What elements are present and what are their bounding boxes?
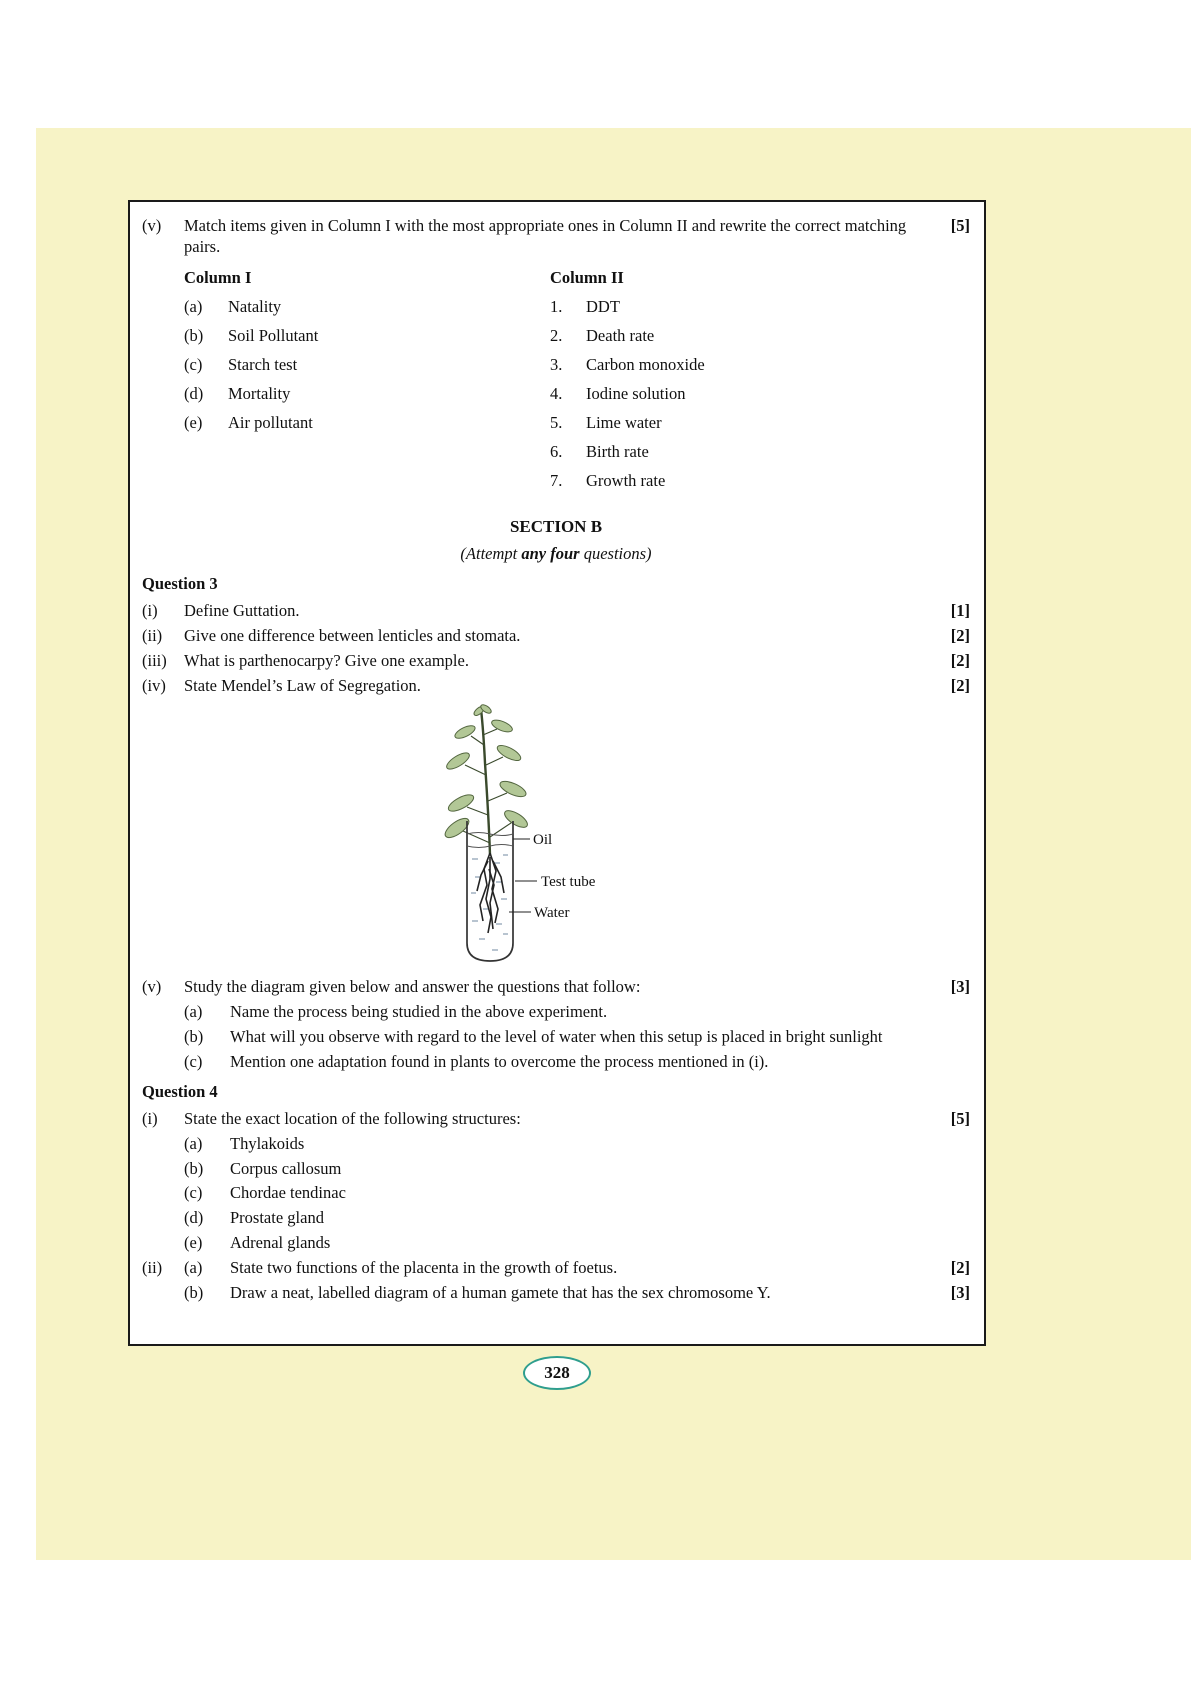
match-item-label: 7.: [550, 470, 563, 490]
question-marks: [5]: [950, 216, 970, 235]
question-text: Study the diagram given below and answer the questions that follow:: [184, 976, 641, 996]
match-item: [184, 326, 550, 347]
match-item: [184, 297, 550, 318]
question3-title: Question 3: [142, 574, 218, 594]
subitem-label: (a): [184, 1258, 203, 1278]
test-tube-label: Test tube: [541, 873, 596, 890]
match-item-text: DDT: [586, 296, 620, 316]
match-item: [550, 471, 970, 492]
question3-item-v: [142, 977, 970, 998]
question-marker: (ii): [142, 625, 163, 645]
match-item-label: 1.: [550, 296, 563, 316]
column2-header: Column II: [550, 267, 624, 287]
match-item-text: Starch test: [228, 354, 298, 374]
match-item-label: 2.: [550, 325, 563, 345]
question-marker: (iii): [142, 650, 167, 670]
question-marks: [5]: [950, 1108, 970, 1128]
match-item: [184, 355, 550, 376]
question4-i-subitem: [184, 1134, 970, 1155]
question-text: Match items given in Column I with the most appropriate ones in Column II and rewrite the correct matching pairs.: [184, 216, 907, 256]
question3-item: [142, 601, 970, 622]
question3-v-subitem: [184, 1052, 970, 1073]
subitem-text: Prostate gland: [230, 1208, 324, 1228]
question3-v-subitem: [184, 1002, 970, 1023]
subitem-label: (e): [184, 1233, 203, 1253]
match-item-label: 5.: [550, 412, 563, 432]
question4-i-subitem: [184, 1183, 970, 1204]
match-item: [184, 413, 550, 434]
question-marks: [3]: [950, 1283, 970, 1303]
question-text: State Mendel’s Law of Segregation.: [184, 675, 421, 695]
question3-item: [142, 676, 970, 697]
question4-item-ii-row: [142, 1258, 970, 1279]
subtitle-prefix: (Attempt: [460, 544, 522, 564]
subitem-label: (b): [184, 1026, 204, 1046]
subitem-label: (b): [184, 1283, 204, 1303]
question-marker: (iv): [142, 675, 166, 695]
question-marks: [1]: [950, 601, 970, 621]
match-item-text: Birth rate: [586, 441, 649, 461]
water-label: Water: [534, 904, 570, 921]
column1-header: Column I: [184, 267, 252, 287]
question4-item-i: [142, 1109, 970, 1130]
oil-label: Oil: [533, 831, 553, 848]
question4-title: Question 4: [142, 1081, 218, 1101]
page-number-badge: [523, 1356, 591, 1390]
match-item-label: (b): [184, 325, 204, 345]
match-item-label: (a): [184, 296, 203, 316]
match-item-label: 3.: [550, 354, 563, 374]
match-item-text: Soil Pollutant: [228, 325, 319, 345]
match-item-label: 6.: [550, 441, 563, 461]
subitem-text: State two functions of the placenta in the growth of foetus.: [230, 1258, 618, 1278]
question-marks: [2]: [950, 675, 970, 695]
match-item-text: Death rate: [586, 325, 655, 345]
question3-item: [142, 626, 970, 647]
match-item-label: 4.: [550, 383, 563, 403]
match-item: [550, 326, 970, 347]
subitem-label: (d): [184, 1208, 204, 1228]
match-item-text: Growth rate: [586, 470, 666, 490]
question-marks: [2]: [950, 625, 970, 645]
match-item-text: Lime water: [586, 412, 662, 432]
question-marker: (v): [142, 976, 162, 996]
subitem-text: What will you observe with regard to the level of water when this setup is placed in bright sunlight: [230, 1026, 883, 1046]
match-item-label: (c): [184, 354, 203, 374]
question-marks: [2]: [950, 650, 970, 670]
match-item-text: Mortality: [228, 383, 291, 403]
subitem-text: Chordae tendinac: [230, 1183, 346, 1203]
match-item: [550, 297, 970, 318]
match-item-text: Iodine solution: [586, 383, 686, 403]
question4-i-subitem: [184, 1233, 970, 1254]
question-marks: [3]: [950, 976, 970, 996]
match-columns: [184, 264, 970, 500]
match-item: [550, 413, 970, 434]
subitem-text: Thylakoids: [230, 1133, 305, 1153]
question-marker: (i): [142, 1108, 158, 1128]
subitem-label: (a): [184, 1001, 203, 1021]
subitem-label: (a): [184, 1133, 203, 1153]
question4-i-subitem: [184, 1208, 970, 1229]
match-item-text: Natality: [228, 296, 282, 316]
subtitle-suffix: questions): [579, 544, 652, 564]
subtitle-emphasis: any four: [521, 544, 580, 564]
subitem-text: Name the process being studied in the above experiment.: [230, 1001, 608, 1021]
question-text: Define Guttation.: [184, 601, 300, 621]
section-b-subtitle: [142, 544, 970, 565]
match-item: [550, 384, 970, 405]
question3-item: [142, 651, 970, 672]
subitem-label: (c): [184, 1183, 203, 1203]
match-item-text: Air pollutant: [228, 412, 313, 432]
question-text: What is parthenocarpy? Give one example.: [184, 650, 469, 670]
subitem-text: Draw a neat, labelled diagram of a human gamete that has the sex chromosome Y.: [230, 1283, 771, 1303]
question-text: State the exact location of the following structures:: [184, 1108, 521, 1128]
match-item-text: Carbon monoxide: [586, 354, 705, 374]
match-item: [184, 384, 550, 405]
subitem-text: Corpus callosum: [230, 1158, 342, 1178]
match-question-row: [142, 216, 970, 258]
subitem-label: (c): [184, 1051, 203, 1071]
plant-test-tube-diagram: [397, 703, 659, 973]
section-b-title: SECTION B: [509, 516, 603, 536]
question4-i-subitem: [184, 1159, 970, 1180]
subitem-text: Mention one adaptation found in plants to overcome the process mentioned in (i).: [230, 1051, 769, 1071]
subitem-label: (b): [184, 1158, 204, 1178]
subitem-text: Adrenal glands: [230, 1233, 331, 1253]
match-item-label: (d): [184, 383, 204, 403]
plant-roots: [477, 853, 504, 933]
match-column-1: [184, 264, 550, 500]
question-marker: (v): [142, 216, 162, 235]
match-item: [550, 355, 970, 376]
match-item-label: (e): [184, 412, 203, 432]
question-marker: (ii): [142, 1258, 163, 1278]
match-item: [550, 442, 970, 463]
match-column-2: [550, 264, 970, 500]
question-paper-box: [128, 200, 986, 1346]
question-text: Give one difference between lenticles and stomata.: [184, 625, 521, 645]
question-marker: (i): [142, 601, 158, 621]
question3-v-subitem: [184, 1027, 970, 1048]
question-marks: [2]: [950, 1258, 970, 1278]
question4-item-ii-row: [142, 1283, 970, 1304]
page-number: 328: [544, 1363, 570, 1382]
